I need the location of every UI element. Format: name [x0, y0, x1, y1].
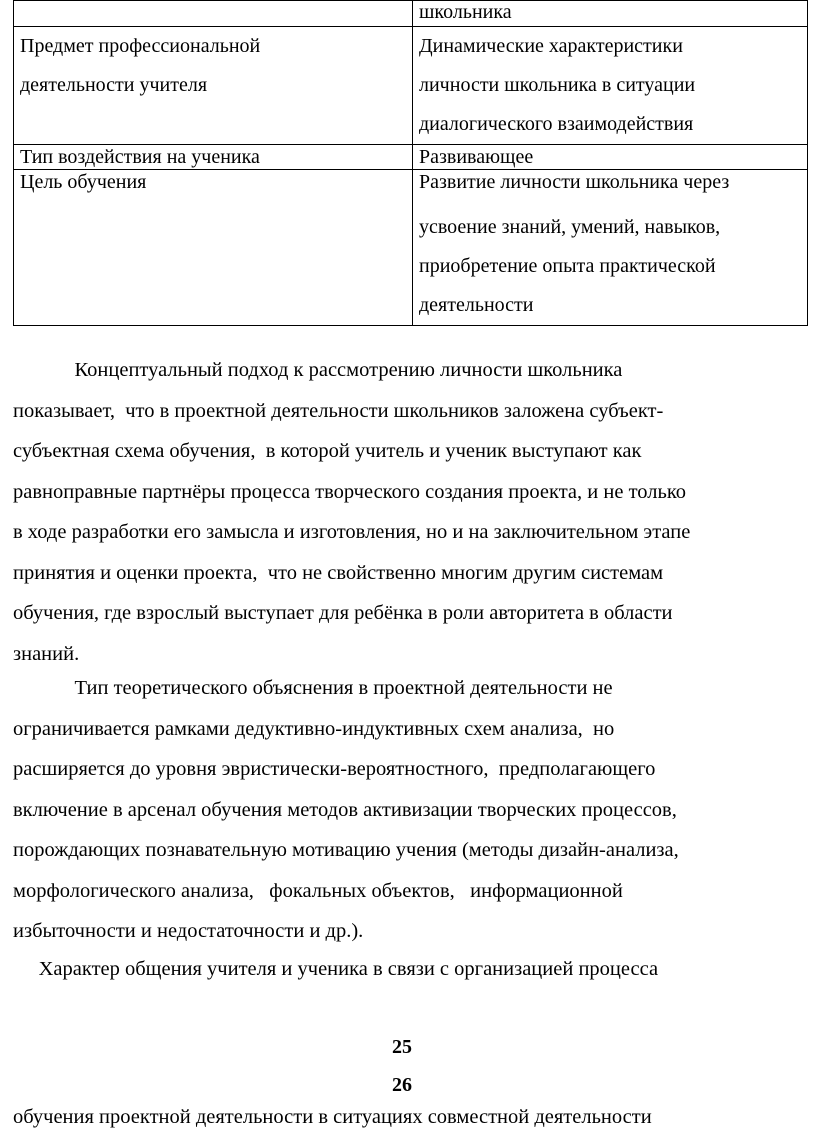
table-cell [413, 145, 808, 170]
paragraph-theory [13, 668, 803, 952]
table-row [14, 1, 808, 27]
cell-text: Цель обучения [20, 171, 147, 193]
table-row [14, 27, 808, 145]
page-number: 26 [392, 1074, 412, 1096]
continuation-line: обучения проектной деятельности в ситуациях совместной деятельности [13, 1106, 652, 1128]
paragraph-line: избыточности и недостаточности и др.). [13, 920, 364, 942]
cell-text: деятельности [419, 294, 534, 316]
paragraph-line: Концептуальный подход к рассмотрению личности школьника [13, 359, 623, 381]
table-cell [14, 1, 413, 27]
paragraph-communication [13, 949, 803, 990]
cell-text: диалогического взаимодействия [419, 113, 694, 135]
comparison-table [13, 0, 808, 326]
table-cell [14, 145, 413, 170]
cell-text: Развивающее [419, 146, 534, 168]
table-cell [14, 27, 413, 145]
paragraph-line: Тип теоретического объяснения в проектной деятельности не [13, 677, 613, 699]
cell-text: приобретение опыта практической [419, 255, 716, 277]
paragraph-line: морфологического анализа, фокальных объектов, информационной [13, 879, 623, 902]
cell-text: деятельности учителя [20, 74, 208, 96]
paragraph-line: включение в арсенал обучения методов активизации творческих процессов, [13, 798, 677, 821]
table-row [14, 170, 808, 326]
cell-text: школьника [419, 1, 512, 23]
paragraph-line: обучения, где взрослый выступает для ребёнка в роли авторитета в области [13, 602, 673, 624]
paragraph-line: порождающих познавательную мотивацию учения (методы дизайн-анализа, [13, 839, 679, 861]
paragraph-concept [13, 350, 803, 674]
paragraph-line: показывает, что в проектной деятельности школьников заложена субъект- [13, 399, 664, 422]
paragraph-line: субъектная схема обучения, в которой учитель и ученик выступают как [13, 440, 642, 462]
paragraph-line: расширяется до уровня эвристически-вероятностного, предполагающего [13, 758, 656, 780]
cell-text: Тип воздействия на ученика [20, 146, 260, 168]
paragraph-line: равноправные партнёры процесса творческого создания проекта, и не только [13, 480, 686, 503]
table-cell [413, 1, 808, 27]
paragraph-line: принятия и оценки проекта, что не свойственно многим другим системам [13, 561, 664, 584]
cell-text: Предмет профессиональной [20, 35, 261, 57]
table-cell [14, 170, 413, 326]
paragraph-line: ограничивается рамками дедуктивно-индуктивных схем анализа, но [13, 717, 615, 740]
cell-text: Развитие личности школьника через [419, 171, 730, 193]
page-number: 25 [392, 1036, 412, 1058]
paragraph-line: Характер общения учителя и ученика в связи с организацией процесса [13, 958, 659, 980]
table-row [14, 145, 808, 170]
paragraph-line: знаний. [13, 642, 80, 665]
cell-text: усвоение знаний, умений, навыков, [419, 216, 721, 238]
table-cell [413, 170, 808, 326]
cell-text: личности школьника в ситуации [419, 74, 696, 96]
table-cell [413, 27, 808, 145]
paragraph-line: в ходе разработки его замысла и изготовления, но и на заключительном этапе [13, 521, 691, 543]
cell-text: Динамические характеристики [419, 35, 683, 57]
